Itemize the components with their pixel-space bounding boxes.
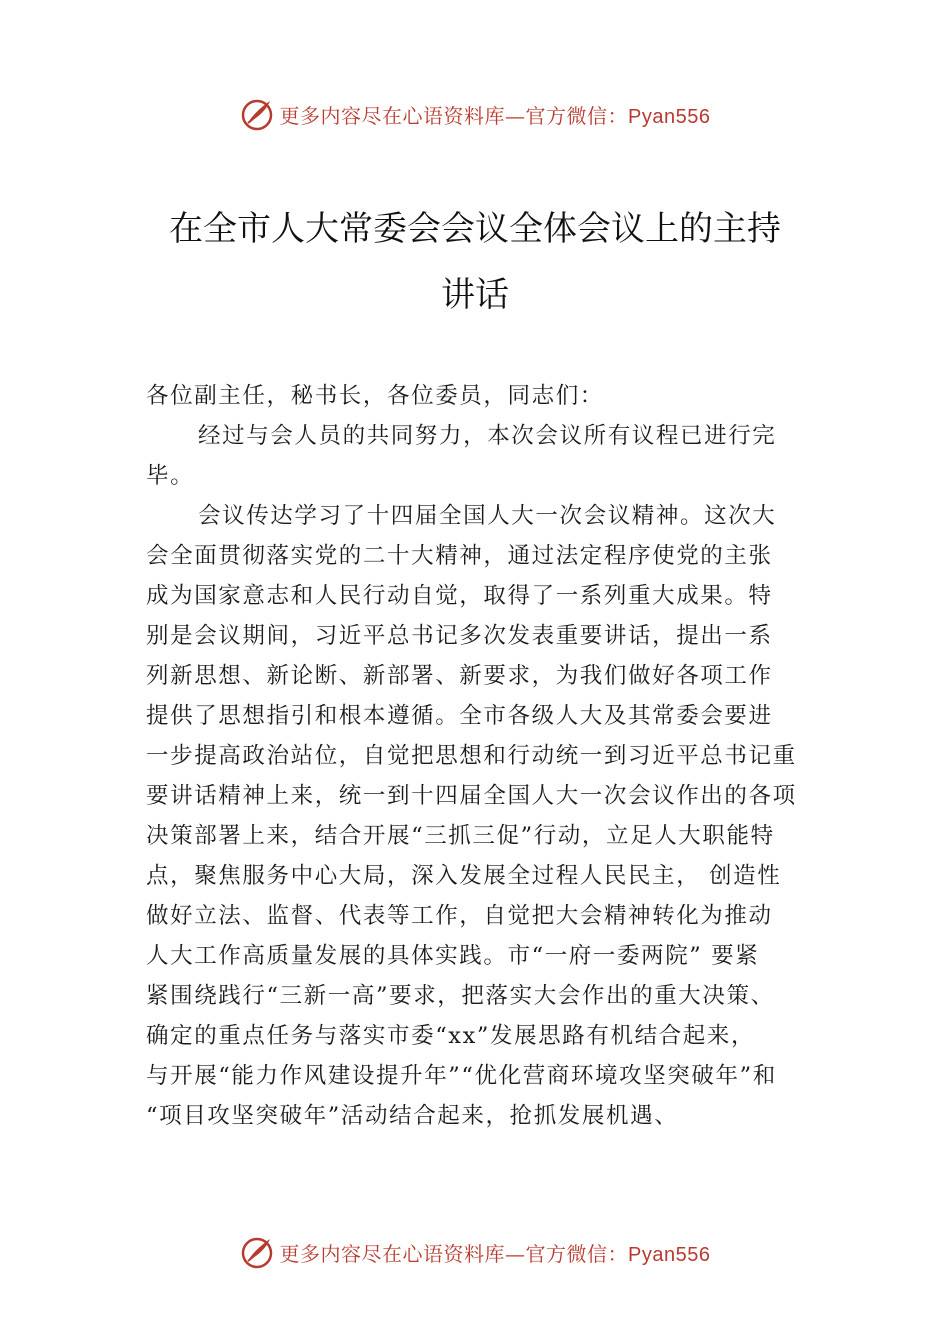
text-line: “项目攻坚突破年”活动结合起来，抢抓发展机遇、 bbox=[146, 1103, 679, 1129]
text-line: 别是会议期间，习近平总书记多次发表重要讲话，提出一系 bbox=[146, 623, 773, 649]
title-line-1: 在全市人大常委会会议全体会议上的主持 bbox=[169, 209, 781, 249]
quill-logo-icon bbox=[240, 96, 276, 132]
banner-text bbox=[280, 100, 711, 129]
wechat-handle: Pyan556 bbox=[628, 105, 711, 128]
text-line: 紧围绕践行“三新一高”要求，把落实大会作出的重大决策、 bbox=[146, 983, 775, 1009]
banner-slogan: 更多内容尽在心语资料库—官方微信： bbox=[279, 103, 629, 128]
document-body bbox=[146, 376, 822, 1136]
banner-slogan: 更多内容尽在心语资料库—官方微信： bbox=[279, 1241, 629, 1266]
banner-text bbox=[280, 1238, 711, 1267]
text-line: 确定的重点任务与落实市委“xx”发展思路有机结合起来， bbox=[146, 1023, 756, 1049]
text-line: 会议传达学习了十四届全国人大一次会议精神。这次大 bbox=[198, 503, 777, 529]
text-line: 经过与会人员的共同努力，本次会议所有议程已进行完 bbox=[198, 423, 777, 449]
header-banner bbox=[0, 94, 950, 134]
title-line-2: 讲话 bbox=[441, 275, 509, 315]
text-line: 成为国家意志和人民行动自觉，取得了一系列重大成果。特 bbox=[146, 583, 773, 609]
text-line: 决策部署上来，结合开展“三抓三促”行动，立足人大职能特 bbox=[146, 823, 775, 849]
quill-logo-icon bbox=[240, 1234, 276, 1270]
document-title bbox=[120, 196, 830, 328]
text-line: 点，聚焦服务中心大局，深入发展全过程人民民主， 创造性 bbox=[146, 863, 782, 889]
text-line: 会全面贯彻落实党的二十大精神，通过法定程序使党的主张 bbox=[146, 543, 773, 569]
footer-banner bbox=[0, 1232, 950, 1272]
text-line: 人大工作高质量发展的具体实践。市“一府一委两院” 要紧 bbox=[146, 943, 760, 969]
text-line: 要讲话精神上来，统一到十四届全国人大一次会议作出的各项 bbox=[146, 783, 797, 809]
text-line: 毕。 bbox=[146, 463, 195, 489]
greeting bbox=[146, 376, 822, 416]
paragraph-2 bbox=[146, 496, 822, 1136]
greeting-line: 各位副主任，秘书长，各位委员，同志们： bbox=[146, 383, 604, 409]
paragraph-1 bbox=[146, 416, 822, 496]
text-line: 提供了思想指引和根本遵循。全市各级人大及其常委会要进 bbox=[146, 703, 773, 729]
text-line: 做好立法、监督、代表等工作，自觉把大会精神转化为推动 bbox=[146, 903, 773, 929]
text-line: 列新思想、新论断、新部署、新要求，为我们做好各项工作 bbox=[146, 663, 773, 689]
text-line: 与开展“能力作风建设提升年”“优化营商环境攻坚突破年”和 bbox=[146, 1063, 777, 1089]
text-line: 一步提高政治站位，自觉把思想和行动统一到习近平总书记重 bbox=[146, 743, 797, 769]
wechat-handle: Pyan556 bbox=[628, 1243, 711, 1266]
